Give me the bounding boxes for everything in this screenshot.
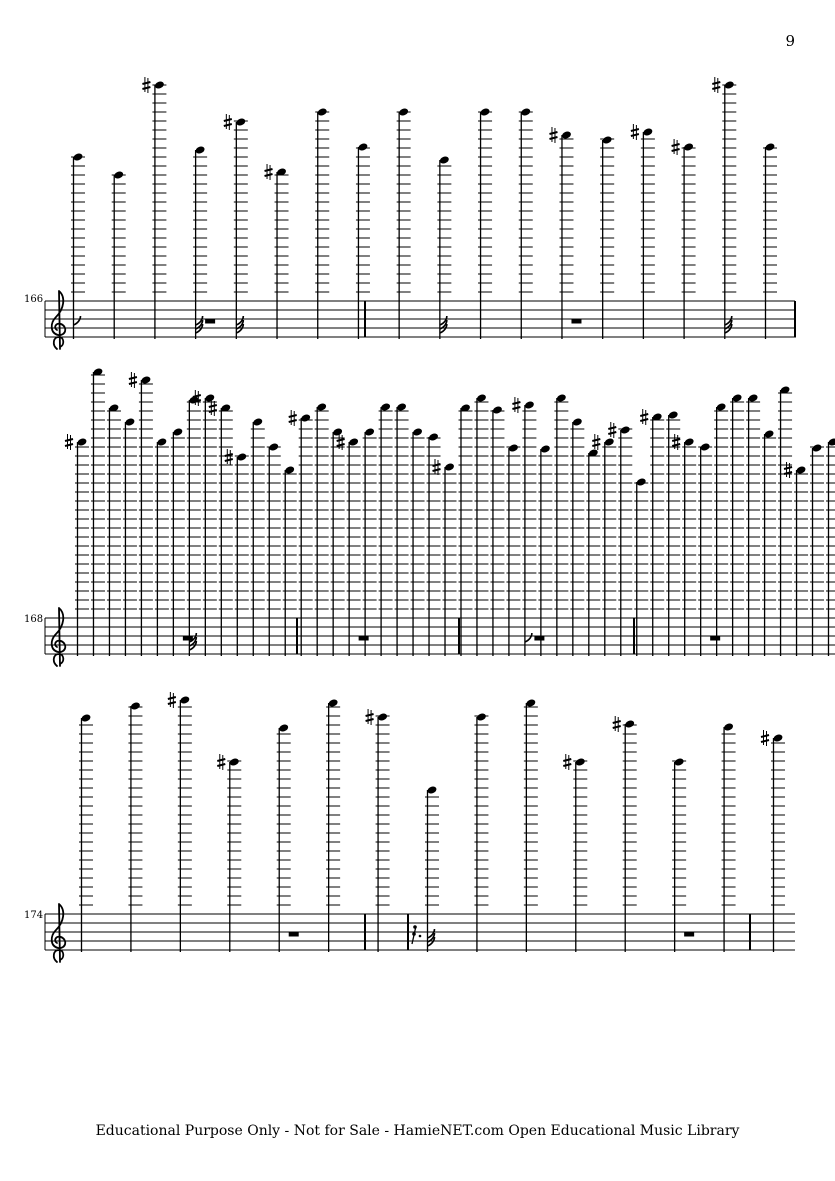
sharp-icon	[217, 754, 225, 770]
whole-rest-icon	[289, 932, 299, 937]
sharp-icon	[613, 716, 621, 732]
note	[761, 730, 785, 952]
note	[613, 716, 637, 952]
treble-clef-icon	[52, 904, 66, 962]
note	[366, 709, 390, 952]
whole-rest-icon	[684, 932, 694, 937]
page-number: 9	[785, 32, 795, 50]
measure-number-174: 174	[24, 910, 44, 921]
note	[412, 785, 439, 952]
sharp-icon	[563, 754, 571, 770]
footer-copyright: Educational Purpose Only - Not for Sale - HamieNET.com Open Educational Music Library	[95, 1123, 740, 1139]
note	[168, 692, 192, 952]
note	[217, 754, 241, 952]
note	[563, 754, 587, 952]
sharp-icon	[366, 709, 374, 725]
measure-number-166: 166	[24, 294, 44, 305]
note	[79, 713, 93, 952]
note	[474, 712, 488, 952]
sharp-icon	[761, 730, 769, 746]
note	[277, 723, 299, 952]
sharp-icon	[168, 692, 176, 708]
note	[722, 722, 736, 952]
measure-number-168: 168	[24, 614, 44, 625]
